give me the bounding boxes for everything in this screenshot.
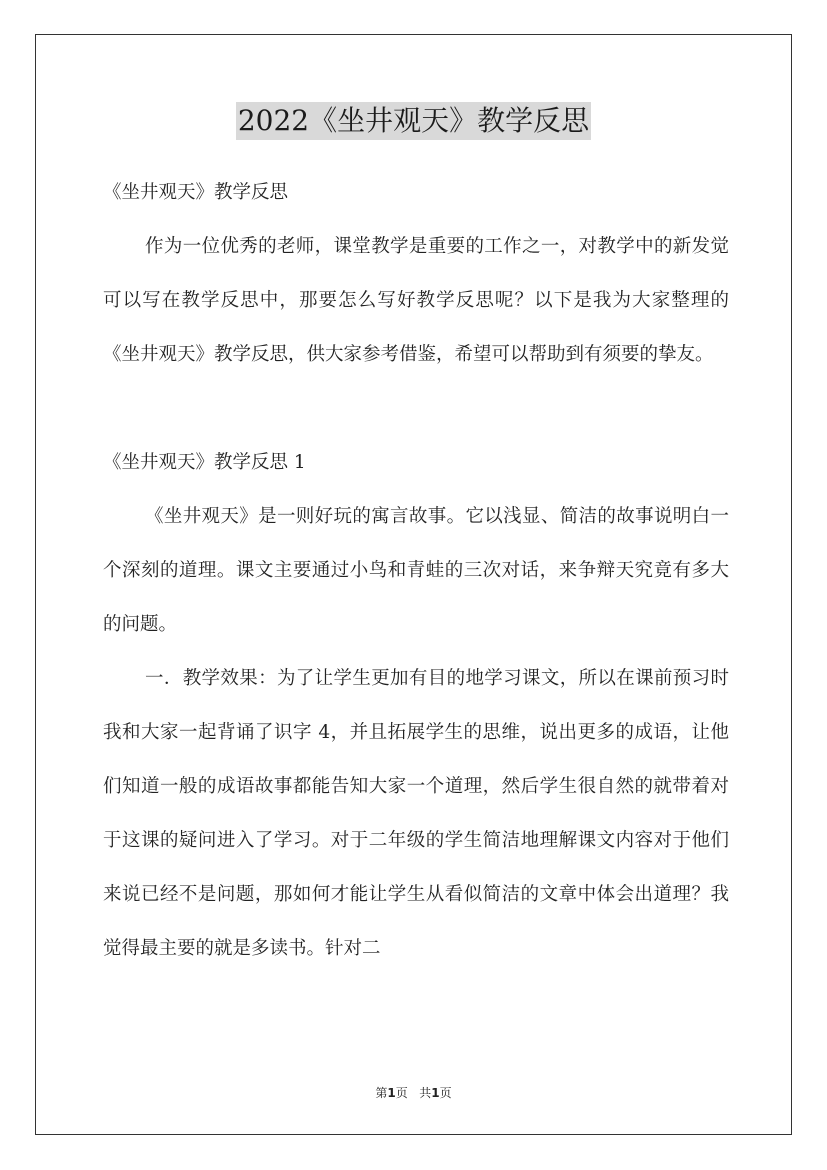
document-title: 2022《坐井观天》教学反思 [236,102,591,140]
page-total-suffix: 页 [439,1086,452,1100]
page-number-current: 1 [387,1086,396,1100]
section-1-paragraph-2: 一．教学效果：为了让学生更加有目的地学习课文，所以在课前预习时我和大家一起背诵了识字 4，并且拓展学生的思维，说出更多的成语，让他们知道一般的成语故事都能告知大家一个道理，然后学生很自然的就带着对于这课的疑问进入了学习。对于二年级的学生简洁地理解课文内容对于他们来说已经不是问题，那如何才能让学生从看似简洁的文章中体会出道理？我觉得最主要的就是多读书。针对二 [103,668,729,959]
document-title-container [0,102,827,140]
section-1-heading: 《坐井观天》教学反思 1 [103,452,306,473]
page-total-prefix: 共 [419,1086,432,1100]
page-footer [0,1084,827,1101]
page-number-prefix: 第 [375,1086,388,1100]
page-total: 1 [431,1086,440,1100]
page-number-suffix: 页 [395,1086,408,1100]
document-body [103,166,729,976]
section-1-paragraph-1: 《坐井观天》是一则好玩的寓言故事。它以浅显、简洁的故事说明白一个深刻的道理。课文主要通过小鸟和青蛙的三次对话，来争辩天究竟有多大的问题。 [103,506,729,635]
paragraph-spacer [103,382,729,436]
intro-heading: 《坐井观天》教学反思 [103,182,289,203]
intro-paragraph: 作为一位优秀的老师，课堂教学是重要的工作之一，对教学中的新发觉可以写在教学反思中，那要怎么写好教学反思呢？以下是我为大家整理的《坐井观天》教学反思，供大家参考借鉴，希望可以帮助到有须要的挚友。 [103,236,729,365]
